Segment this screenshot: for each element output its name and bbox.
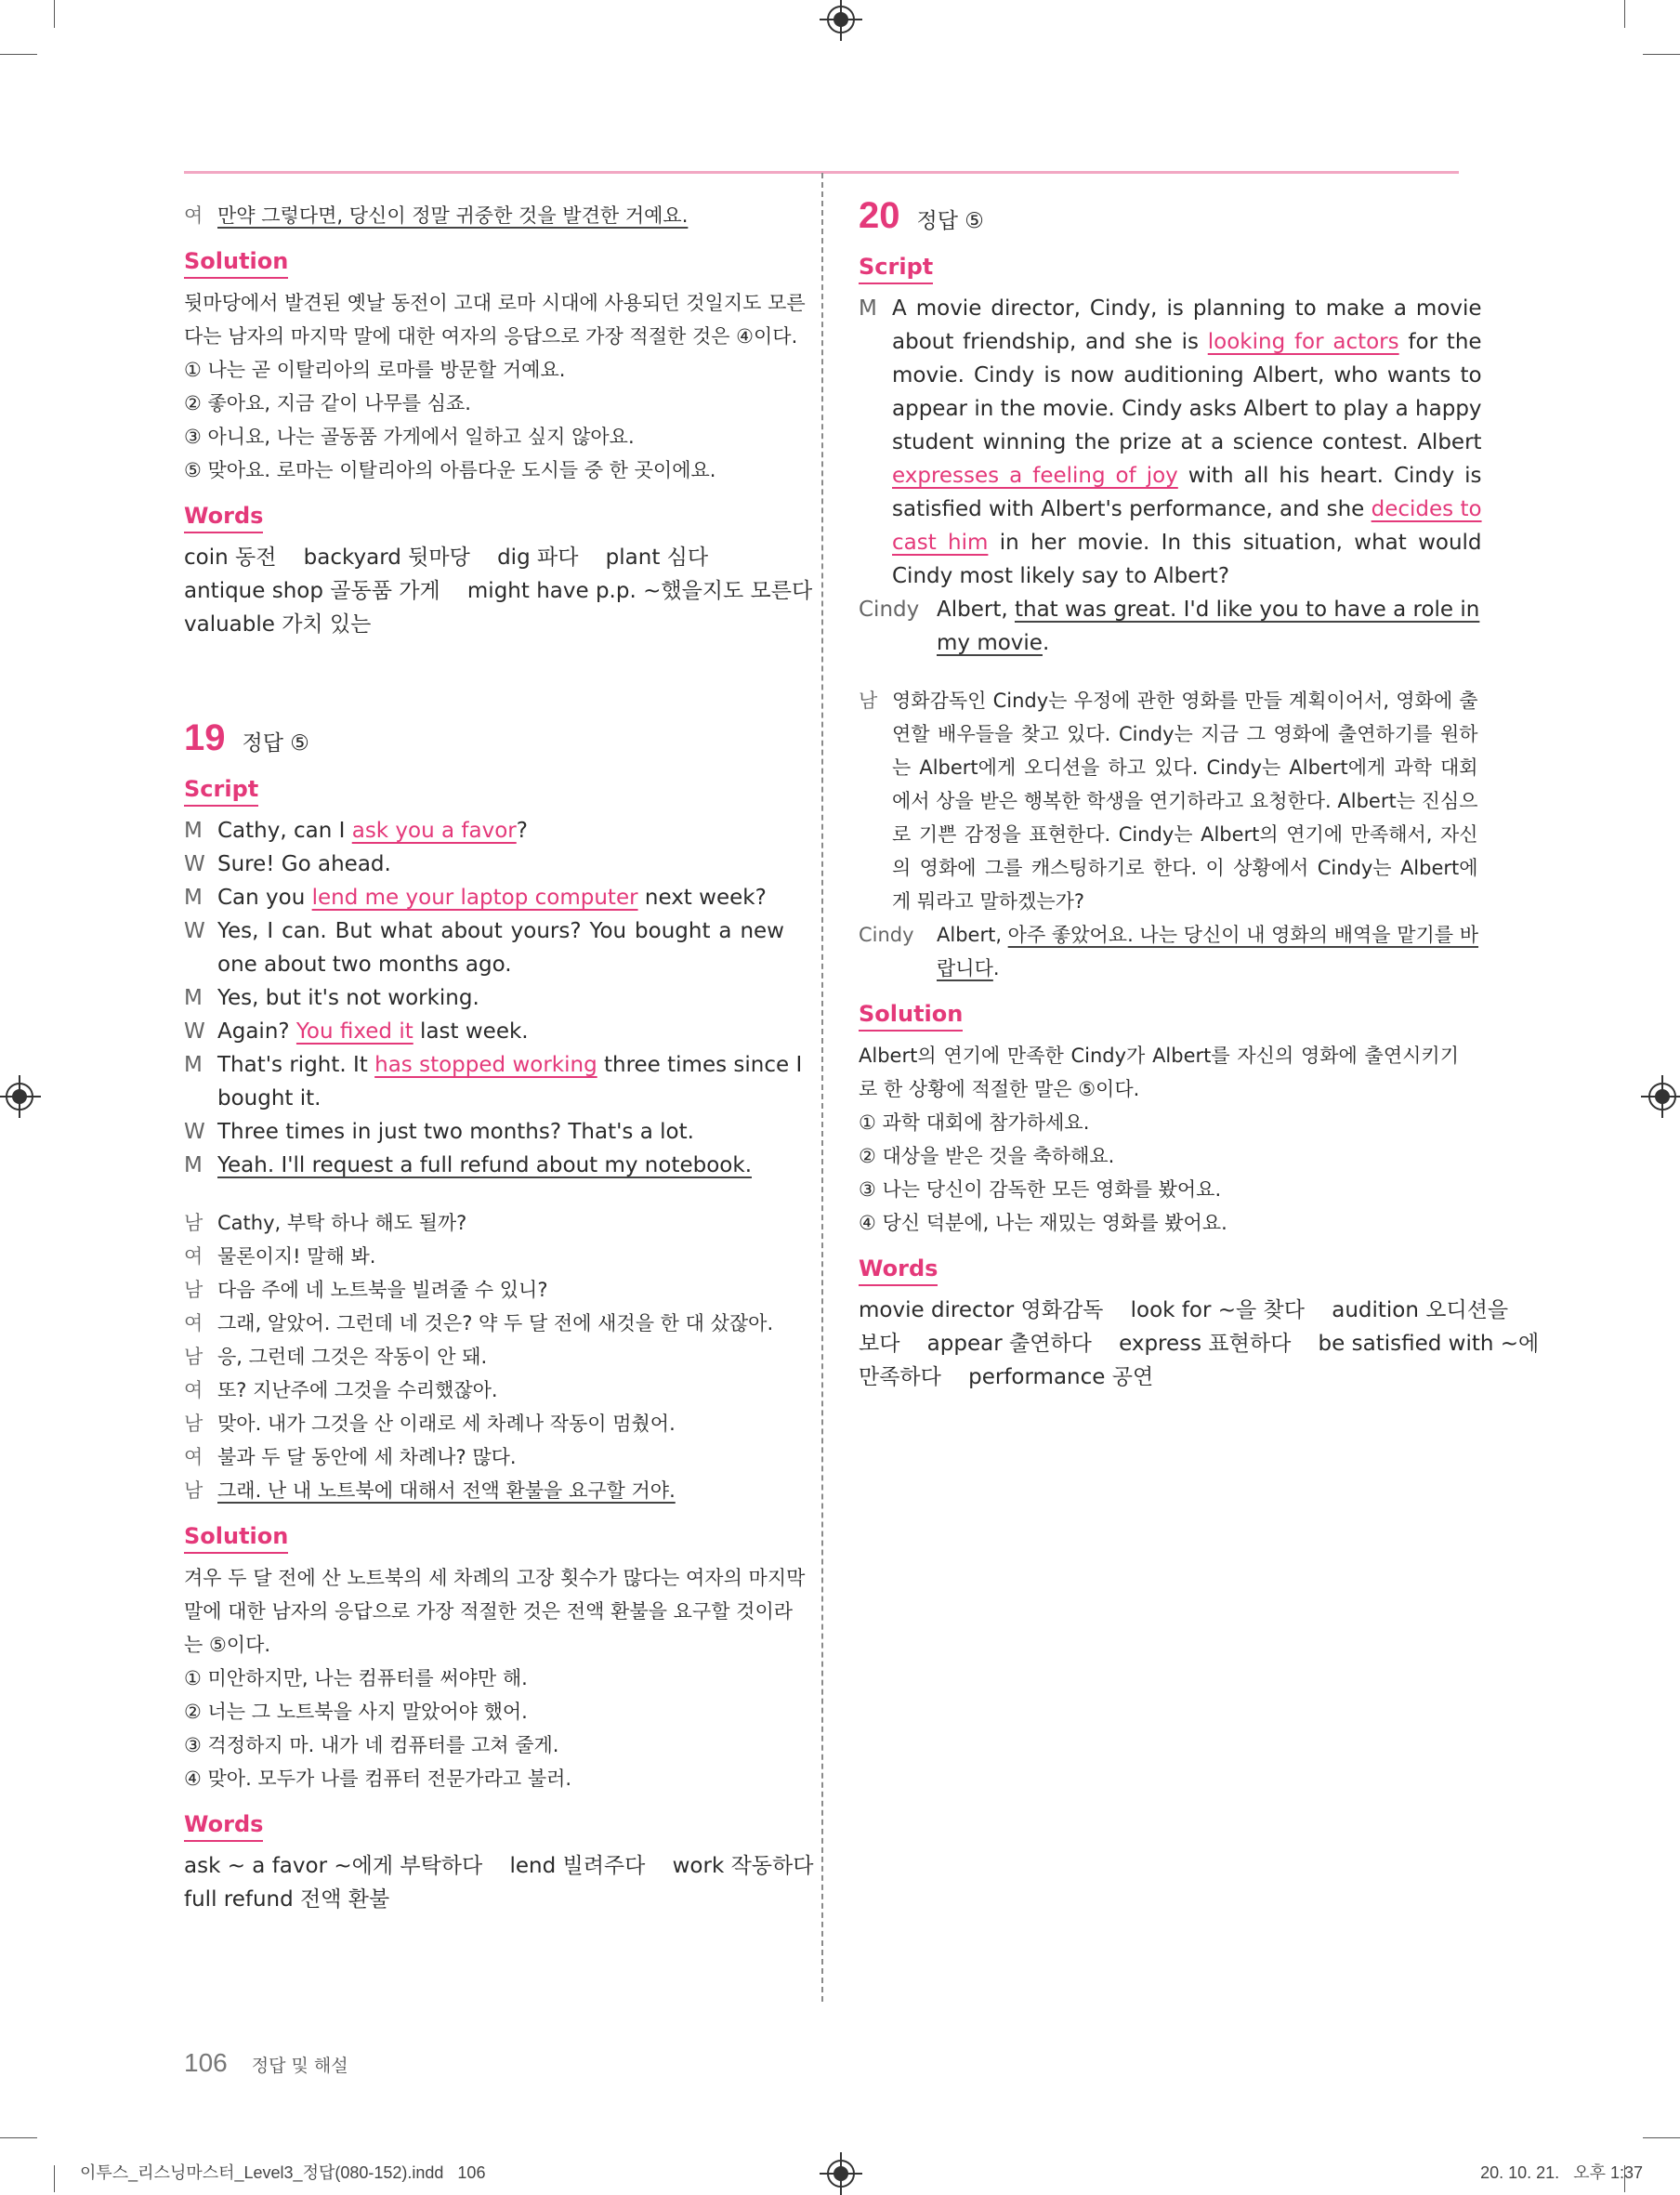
q20-translation [859,684,1479,985]
text-segment: 에서 상을 받은 행복한 학생을 연기하라고 요청한다. Albert는 진심으 [892,790,1478,812]
text-line [217,881,784,914]
solution-line: 로 한 상황에 적절한 말은 ⑤이다. [859,1078,1140,1100]
words-line: 보다 appear 출연하다 express 표현하다 be satisfied with ~에 [859,1332,1540,1356]
q19-translation [184,1206,784,1507]
crop-mark [1643,54,1680,55]
text-line [217,1115,784,1149]
crop-mark [1643,2137,1680,2138]
text-line [217,981,784,1015]
text-segment: 연할 배우들을 찾고 있다. Cindy는 지금 그 영화에 출연하기를 원하 [892,723,1478,745]
text-line [217,1240,784,1273]
choice-line: ② 너는 그 노트북을 사지 말았어야 했어. [184,1701,528,1723]
speaker-label: 남 [184,1212,203,1234]
speaker-label: M [184,986,203,1010]
speaker-label: W [184,852,205,876]
text-segment: one about two months ago. [217,953,512,977]
text-segment: 영화감독인 Cindy는 우정에 관한 영화를 만들 계획이어서, 영화에 출 [892,690,1478,712]
text-segment: That's right. It [217,1053,375,1077]
text-segment: 또? 지난주에 그것을 수리했잖아. [217,1379,498,1401]
dialogue-line [184,1206,784,1240]
text-segment: appear in the movie. Cindy asks Albert to play a happy [892,397,1482,421]
text-line [217,1474,784,1507]
words-line: valuable 가치 있는 [184,612,372,637]
crop-mark [0,54,37,55]
dialogue-line [184,1273,784,1307]
text-line [217,948,784,981]
text-line [217,1407,784,1440]
text-segment: 로 기쁜 감정을 표현한다. Cindy는 Albert의 연기에 만족해서, 자신 [892,823,1478,846]
text-segment: 물론이지! 말해 봐. [217,1245,376,1268]
text-line [892,359,1482,392]
dialogue-line [184,1115,784,1149]
dialogue-line [184,1407,784,1440]
text-segment: Again? [217,1019,296,1044]
question-header-19 [184,717,784,760]
text-line [892,426,1482,459]
answer-underline: 랍니다 [937,957,993,979]
words-line: coin 동전 backyard 뒷마당 dig 파다 plant 심다 [184,545,709,570]
speaker-label: 남 [184,1346,203,1368]
text-segment: for the [1398,330,1482,354]
text-line [892,751,1478,784]
text-line [217,1273,784,1307]
words-line: 만족하다 performance 공연 [859,1365,1154,1389]
registration-mark-icon [6,1083,33,1111]
key-phrase: expresses a feeling of joy [892,464,1178,488]
speaker-label: 남 [184,1479,203,1502]
text-line [892,392,1482,426]
speaker-label: Cindy [859,598,920,622]
key-phrase: You fixed it [295,1019,413,1044]
solution-line: 는 ⑤이다. [184,1634,271,1656]
text-segment: next week? [637,886,767,910]
text-segment: last week. [413,1019,529,1044]
text-line [937,593,1479,626]
answer-underline: my movie [937,631,1043,655]
text-segment: 맞아. 내가 그것을 산 이래로 세 차례나 작동이 멈췄어. [217,1413,676,1435]
text-line [892,818,1478,851]
section-heading-script: Script [184,775,258,807]
dialogue-line [859,292,1482,593]
text-segment: 게 뭐라고 말하겠는가? [892,890,1085,913]
choice-line: ② 좋아요, 지금 같이 나무를 심죠. [184,392,471,414]
text-line [217,1307,784,1340]
left-column [184,199,814,1916]
text-segment: Sure! Go ahead. [217,852,391,876]
words-line: ask ~ a favor ~에게 부탁하다 lend 빌려주다 work 작동하다 [184,1854,814,1878]
speaker-label: Cindy [859,924,914,946]
text-line [217,848,784,881]
page-footer [184,2048,348,2078]
text-segment: 그래, 알았어. 그런데 네 것은? 약 두 달 전에 새것을 한 대 샀잖아. [217,1312,774,1334]
speaker-label: W [184,919,205,943]
choice-line: ④ 당신 덕분에, 나는 재밌는 영화를 봤어요. [859,1212,1227,1234]
dialogue-line [184,848,784,881]
text-line [217,1374,784,1407]
dialogue-line [859,593,1480,660]
solution-line: 겨우 두 달 전에 산 노트북의 세 차례의 고장 횟수가 많다는 여자의 마지막 [184,1567,806,1589]
question-number: 20 [859,195,900,236]
text-line [892,526,1482,559]
q18-solution [184,286,806,487]
text-segment: Albert, [937,598,1015,622]
speaker-label: 여 [184,1312,203,1334]
section-heading-words: Words [184,1810,263,1842]
choice-line: ② 대상을 받은 것을 축하해요. [859,1145,1115,1167]
choice-line: ⑤ 맞아요. 로마는 이탈리아의 아름다운 도시들 중 한 곳이에요. [184,459,716,481]
crop-mark [54,0,55,28]
dialogue-line [184,814,784,848]
text-segment: 다음 주에 네 노트북을 빌려줄 수 있니? [217,1279,548,1301]
section-heading-words: Words [859,1255,938,1286]
crop-mark [54,2165,55,2192]
text-line [217,1440,784,1474]
speaker-label: M [184,819,203,843]
q19-dialogue [184,814,803,1182]
speaker-label: 여 [184,1446,203,1468]
text-segment: student winning the prize at a science contest. Albert [892,430,1482,454]
speaker-label: W [184,1120,205,1144]
speaker-label: 여 [184,204,203,227]
text-segment: . [1042,631,1050,655]
speaker-label: 남 [184,1279,203,1301]
answer-underline: that was great. I'd like you to have a role in [1014,598,1480,622]
text-line [892,292,1482,325]
page-number: 106 [184,2048,228,2077]
dialogue-line [184,1048,803,1115]
text-line [892,784,1478,818]
text-line [892,325,1482,359]
text-line [217,1340,784,1374]
key-phrase: decides to [1371,497,1482,521]
text-segment: 는 Albert에게 오디션을 하고 있다. Cindy는 Albert에게 과학 대회 [892,756,1478,779]
answer-label: 정답 ⑤ [916,209,984,233]
text-line [217,914,784,948]
text-line [217,1015,784,1048]
choice-line: ① 나는 곧 이탈리아의 로마를 방문할 거예요. [184,359,566,381]
question-number: 19 [184,717,226,758]
words-line: movie director 영화감독 look for ~을 찾다 audition 오디션을 [859,1298,1509,1322]
text-line [892,885,1478,918]
speaker-label: 여 [184,1379,203,1401]
speaker-label: M [184,886,203,910]
section-heading-script: Script [859,253,933,284]
dialogue-line [184,1474,784,1507]
choice-line: ③ 걱정하지 마. 내가 네 컴퓨터를 고쳐 줄게. [184,1734,559,1756]
solution-line: 뒷마당에서 발견된 옛날 동전이 고대 로마 시대에 사용되던 것일지도 모른 [184,292,806,314]
q20-words [859,1294,1540,1394]
column-divider [821,173,823,2002]
right-column [859,195,1540,1394]
solution-line: Albert의 연기에 만족한 Cindy가 Albert를 자신의 영화에 출연시키기 [859,1045,1459,1067]
text-segment: movie. Cindy is now auditioning Albert, who wants to [892,363,1482,388]
section-heading-solution: Solution [184,247,288,279]
section-heading-words: Words [184,502,263,533]
text-line [892,493,1482,526]
choice-line: ① 미안하지만, 나는 컴퓨터를 써야만 해. [184,1667,528,1689]
dialogue-line [184,1240,784,1273]
section-heading-solution: Solution [184,1522,288,1554]
answer-translation: 만약 그렇다면, 당신이 정말 귀중한 것을 발견한 거예요. [217,204,689,227]
crop-mark [0,2137,37,2138]
text-segment: ? [516,819,528,843]
registration-mark-icon [827,6,855,33]
text-line [937,952,1478,985]
text-line [892,459,1482,493]
text-line [937,918,1478,952]
dialogue-line [184,914,784,981]
text-line [892,559,1482,593]
dialogue-line [859,684,1478,918]
key-phrase: ask you a favor [351,819,517,843]
text-line [937,626,1479,660]
speaker-label: M [859,296,877,321]
print-slug-timestamp: 20. 10. 21. 오후 1:37 [1480,2163,1643,2182]
speaker-label: 남 [859,690,878,712]
text-line [217,1048,802,1082]
footer-title: 정답 및 해설 [251,2056,348,2076]
speaker-label: M [184,1053,203,1077]
words-line: antique shop 골동품 가게 might have p.p. ~했을지도 모른다 [184,579,813,603]
speaker-label: W [184,1019,205,1044]
text-line [217,1206,784,1240]
speaker-label: 여 [184,1245,203,1268]
answer-label: 정답 ⑤ [242,731,309,756]
choice-line: ① 과학 대회에 참가하세요. [859,1111,1090,1134]
text-segment: in her movie. In this situation, what would [988,531,1482,555]
answer-underline: 그래. 난 내 노트북에 대해서 전액 환불을 요구할 거야. [217,1479,676,1502]
dialogue-line [184,1340,784,1374]
words-line: full refund 전액 환불 [184,1887,390,1912]
dialogue-line [184,1374,784,1407]
q20-script [859,292,1482,660]
dialogue-line [184,981,784,1015]
text-segment: Can you [217,886,312,910]
dialogue-line [184,1307,784,1340]
key-phrase: looking for actors [1207,330,1399,354]
key-phrase: has stopped working [374,1053,597,1077]
choice-line: ④ 맞아. 모두가 나를 컴퓨터 전문가라고 불러. [184,1768,572,1790]
text-line [892,717,1478,751]
q19-solution [184,1561,806,1795]
solution-line: 말에 대한 남자의 응답으로 가장 적절한 것은 전액 환불을 요구할 것이라 [184,1600,794,1623]
answer-underline: 아주 좋았어요. 나는 당신이 내 영화의 배역을 맡기를 바 [1007,924,1479,946]
choice-line: ③ 아니요, 나는 골동품 가게에서 일하고 싶지 않아요. [184,426,635,448]
text-segment: about friendship, and she is [892,330,1208,354]
key-phrase: cast him [892,531,989,555]
text-segment: satisfied with Albert's performance, and she [892,497,1372,521]
text-line [892,684,1478,717]
speaker-label: 남 [184,1413,203,1435]
text-line [217,814,784,848]
q20-solution [859,1039,1459,1240]
solution-line: 다는 남자의 마지막 말에 대한 여자의 응답으로 가장 적절한 것은 ④이다. [184,325,798,348]
text-segment: Cathy, can I [217,819,352,843]
dialogue-line [184,1015,784,1048]
text-segment: with all his heart. Cindy is [1177,464,1482,488]
text-line [217,1082,802,1115]
text-segment: 의 영화에 그를 캐스팅하기로 한다. 이 상황에서 Cindy는 Albert에 [892,857,1478,879]
text-segment: Cathy, 부탁 하나 해도 될까? [217,1212,467,1234]
question-header-20 [859,195,1459,238]
choice-line: ③ 나는 당신이 감독한 모든 영화를 봤어요. [859,1178,1222,1201]
print-slug-filename: 이투스_리스닝마스터_Level3_정답(080-152).indd 106 [80,2163,486,2182]
text-segment: Yes, but it's not working. [217,986,479,1010]
q18-words [184,541,813,641]
text-segment: Yes, I can. But what about yours? You bought a new [217,919,784,943]
text-line [217,1149,784,1182]
text-segment: bought it. [217,1086,322,1111]
dialogue-line [184,1440,784,1474]
section-heading-solution: Solution [859,1000,963,1032]
speaker-label: M [184,1153,203,1177]
answer-underline: Yeah. I'll request a full refund about my notebook. [217,1153,752,1177]
text-segment: A movie director, Cindy, is planning to make a movie [892,296,1482,321]
text-segment: 응, 그런데 그것은 작동이 안 돼. [217,1346,488,1368]
text-segment: three times since I [597,1053,803,1077]
text-segment: Three times in just two months? That's a lot. [217,1120,694,1144]
q18-last-line [184,199,784,232]
dialogue-line [184,1149,784,1182]
text-segment: 불과 두 달 동안에 세 차례나? 많다. [217,1446,517,1468]
q19-words [184,1849,814,1916]
dialogue-line [859,918,1479,985]
registration-mark-icon [1648,1083,1676,1111]
registration-mark-icon [827,2160,855,2188]
key-phrase: lend me your laptop computer [311,886,638,910]
text-line [892,851,1478,885]
text-segment: Cindy most likely say to Albert? [892,564,1230,588]
dialogue-line [184,881,784,914]
text-segment: Albert, [937,924,1008,946]
crop-mark [1624,0,1625,28]
text-segment: . [992,957,1000,979]
